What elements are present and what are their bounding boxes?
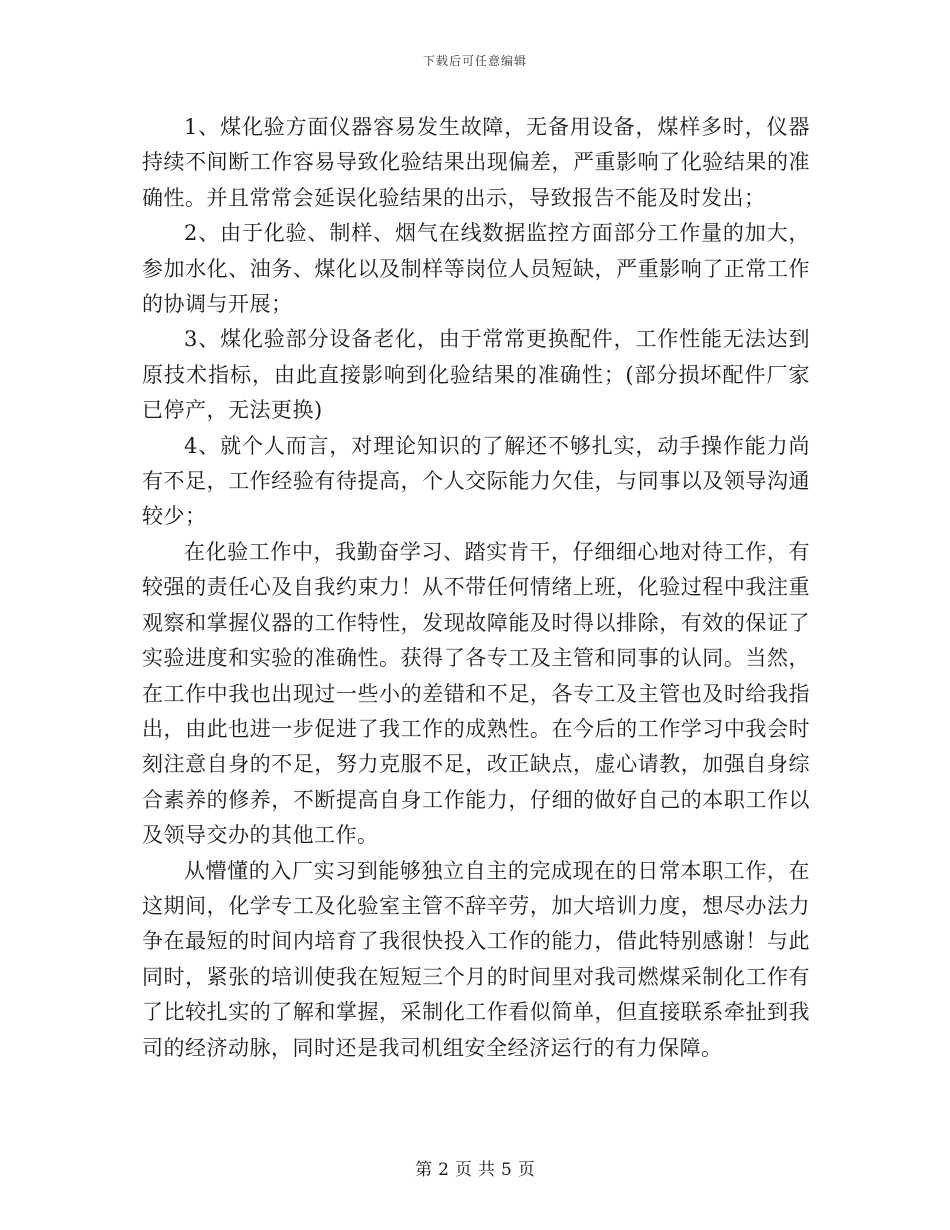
paragraph-issue-3: 3、煤化验部分设备老化，由于常常更换配件，工作性能无法达到原技术指标，由此直接影响到化验结果的准确性；(部分损坏配件厂家已停产，无法更换) — [142, 327, 810, 423]
footer-page-unit: 页 — [455, 1160, 472, 1180]
document-body — [142, 110, 810, 1066]
footer-current-page: 2 — [438, 1160, 449, 1180]
paragraph-work-attitude: 在化验工作中，我勤奋学习、踏实肯干，仔细细心地对待工作，有较强的责任心及自我约束力！从不带任何情绪上班，化验过程中我注重观察和掌握仪器的工作特性，发现故障能及时得以排除，有效的保证了实验进度和实验的准确性。获得了各专工及主管和同事的认同。当然，在工作中我也出现过一些小的差错和不足，各专工及主管也及时给我指出，由此也进一步促进了我工作的成熟性。在今后的工作学习中我会时刻注意自身的不足，努力克服不足，改正缺点，虚心请教，加强自身综合素养的修养，不断提高自身工作能力，仔细的做好自己的本职工作以及领导交办的其他工作。 — [142, 539, 810, 848]
paragraph-issue-4: 4、就个人而言，对理论知识的了解还不够扎实，动手操作能力尚有不足，工作经验有待提高，个人交际能力欠佳，与同事以及领导沟通较少； — [142, 433, 810, 529]
paragraph-issue-1: 1、煤化验方面仪器容易发生故障，无备用设备，煤样多时，仪器持续不间断工作容易导致化验结果出现偏差，严重影响了化验结果的准确性。并且常常会延误化验结果的出示，导致报告不能及时发出； — [142, 115, 810, 210]
footer-suffix: 页 — [517, 1160, 535, 1180]
page-footer — [0, 1155, 950, 1180]
footer-total-word: 共 — [478, 1160, 495, 1180]
footer-total-pages: 5 — [501, 1160, 512, 1180]
page-header: 下载后可任意编辑 — [422, 54, 527, 68]
paragraph-issue-2: 2、由于化验、制样、烟气在线数据监控方面部分工作量的加大，参加水化、油务、煤化以及制样等岗位人员短缺，严重影响了正常工作的协调与开展； — [142, 221, 810, 317]
footer-prefix: 第 — [415, 1160, 433, 1180]
paragraph-acknowledgement: 从懵懂的入厂实习到能够独立自主的完成现在的日常本职工作，在这期间，化学专工及化验室主管不辞辛劳，加大培训力度，想尽办法力争在最短的时间内培育了我很快投入工作的能力，借此特别感谢！与此同时，紧张的培训使我在短短三个月的时间里对我司燃煤采制化工作有了比较扎实的了解和掌握，采制化工作看似简单，但直接联系牵扯到我司的经济动脉，同时还是我司机组安全经济运行的有力保障。 — [142, 858, 810, 1060]
